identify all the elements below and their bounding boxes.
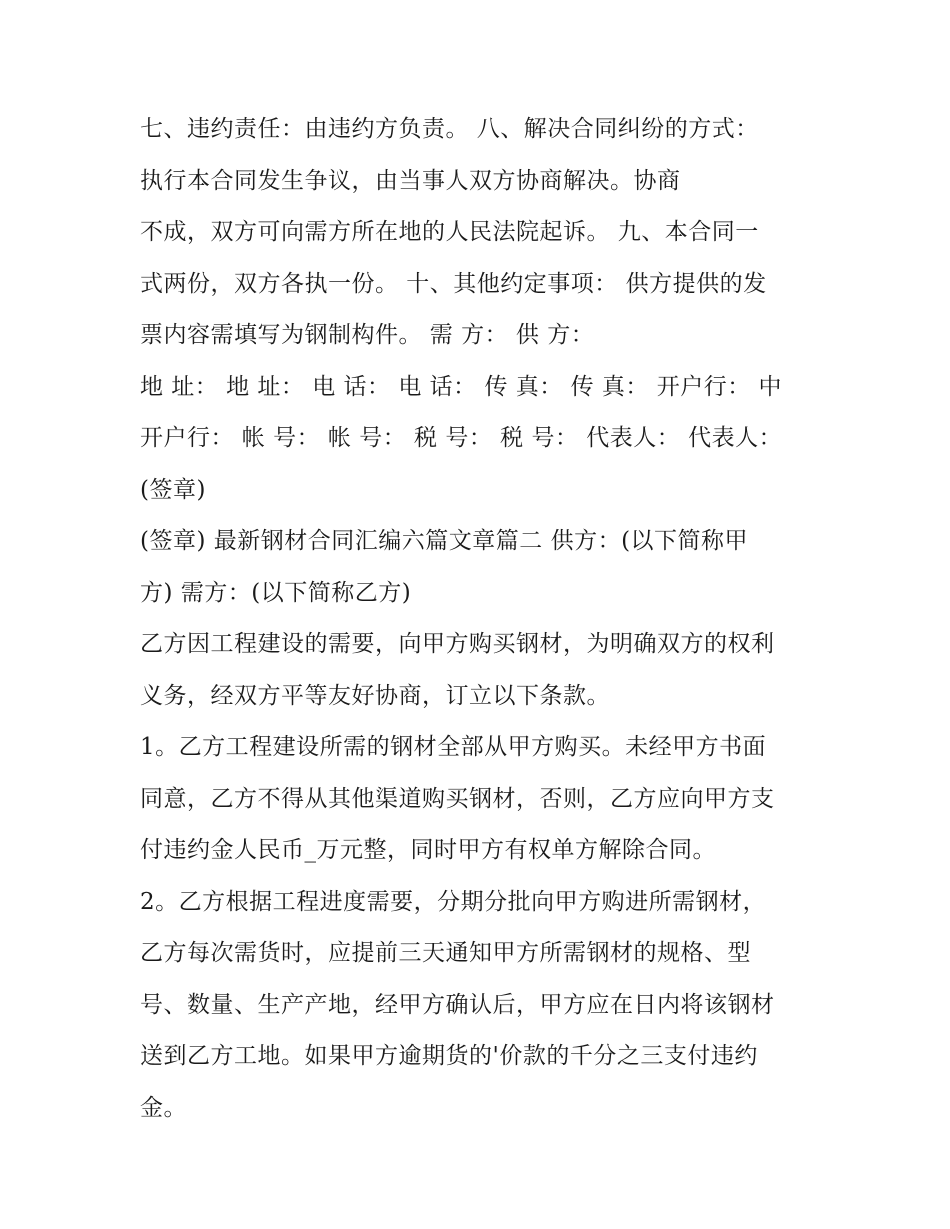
text-line: 乙方每次需货时，应提前三天通知甲方所需钢材的规格、型 — [140, 940, 751, 966]
text-line: 七、违约责任：由违约方负责。 八、解决合同纠纷的方式： — [140, 116, 759, 142]
text-line: 2。乙方根据工程进度需要，分期分批向甲方购进所需钢材， — [140, 888, 767, 915]
text-line: 号、数量、生产产地，经甲方确认后，甲方应在日内将该钢材 — [140, 991, 775, 1018]
text-line: 付违约金人民币_万元整，同时甲方有权单方解除合同。 — [140, 837, 716, 863]
text-line: 开户行： 帐 号： 帐 号： 税 号： 税 号： 代表人： 代表人： — [140, 425, 783, 451]
text-line: 送到乙方工地。如果甲方逾期货的'价款的千分之三支付违约 — [140, 1043, 758, 1069]
text-line: 金。 — [140, 1094, 187, 1121]
text-line: (签章) 最新钢材合同汇编六篇文章篇二 供方：(以下简称甲 — [140, 528, 749, 554]
text-line: 执行本合同发生争议，由当事人双方协商解决。协商 — [140, 167, 681, 194]
document-body — [140, 104, 830, 1134]
text-line: 同意，乙方不得从其他渠道购买钢材，否则，乙方应向甲方支 — [140, 785, 775, 812]
text-line: 地 址： 地 址： 电 话： 电 话： 传 真： 传 真： 开户行： 中 — [140, 373, 783, 400]
text-line: 方) 需方：(以下简称乙方) — [140, 579, 412, 606]
text-line: 1。乙方工程建设所需的钢材全部从甲方购买。未经甲方书面 — [140, 734, 767, 760]
text-line: (签章) — [140, 476, 206, 503]
text-line: 乙方因工程建设的需要，向甲方购买钢材，为明确双方的权利 — [140, 631, 775, 657]
text-line: 票内容需填写为钢制构件。 需 方： 供 方： — [140, 322, 595, 348]
text-line: 不成，双方可向需方所在地的人民法院起诉。 九、本合同一 — [140, 219, 759, 245]
text-line: 式两份，双方各执一份。 十、其他约定事项： 供方提供的发 — [140, 270, 767, 297]
text-line: 义务，经双方平等友好协商，订立以下条款。 — [140, 682, 610, 709]
